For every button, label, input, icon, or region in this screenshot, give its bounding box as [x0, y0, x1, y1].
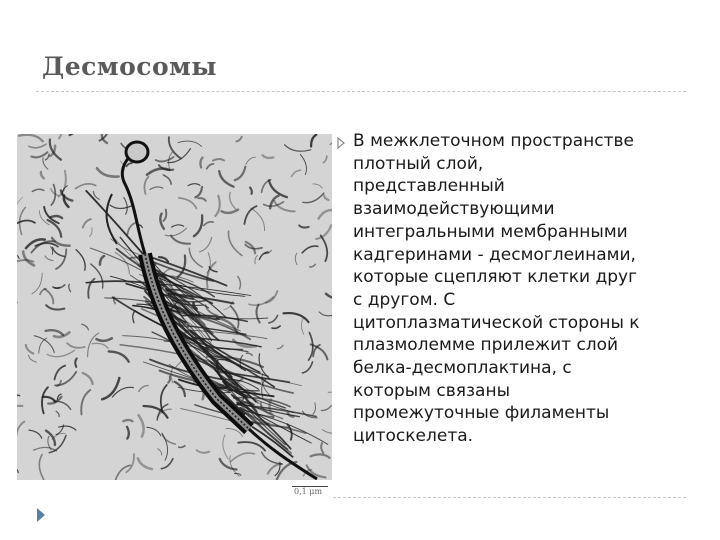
- footer-divider: [333, 497, 686, 498]
- scale-bar: [17, 480, 332, 500]
- desmosome-micrograph: [17, 134, 332, 480]
- slide-title: Десмосомы: [42, 52, 217, 81]
- body-text: В межклеточном пространстве плотный слой, представленный взаимодействующими интегральными мембранными кадгеринами - десмоглеинами, которые сцепляют клетки друг с другом. С цитоплазматической стороны к плазмолемме прилежит слой белка-десмоплактина, с которым связаны промежуточные филаменты цитоскелета.: [353, 131, 640, 447]
- title-divider: [36, 91, 686, 92]
- chevron-right-icon[interactable]: [36, 507, 46, 523]
- scale-label: 0,1 μm: [294, 487, 323, 496]
- triangle-bullet-icon: [337, 137, 345, 149]
